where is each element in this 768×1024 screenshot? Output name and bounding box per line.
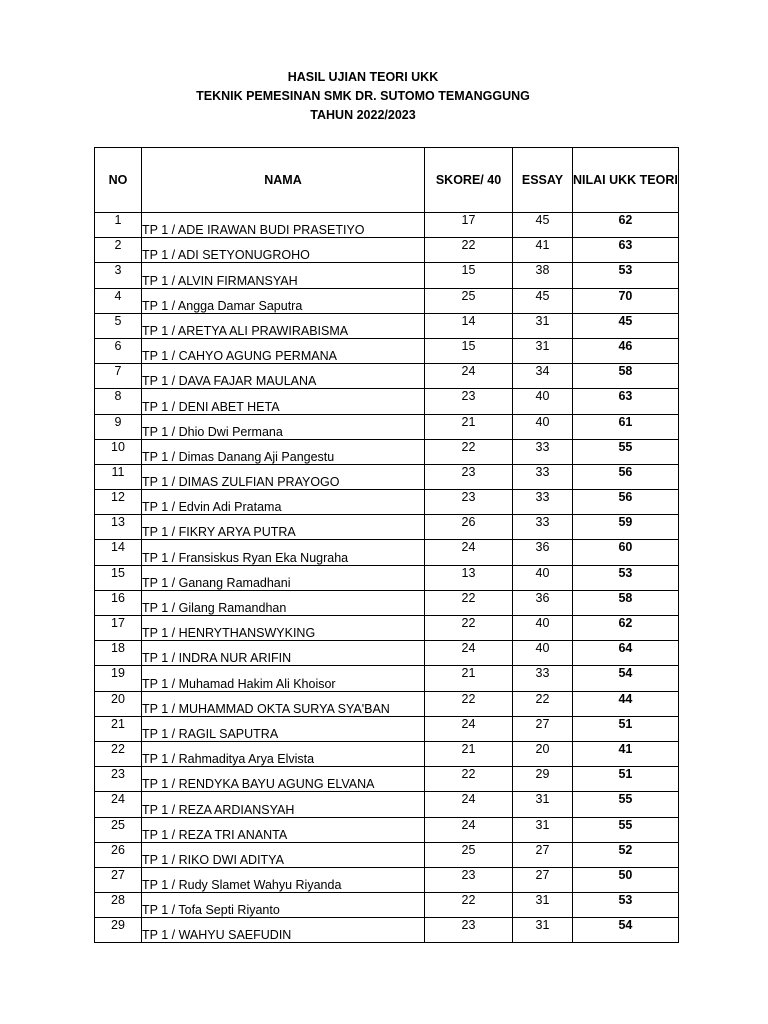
table-row: [95, 767, 679, 792]
student-name: TP 1 / DIMAS ZULFIAN PRAYOGO: [142, 464, 425, 489]
essay-cell: 31: [513, 817, 573, 842]
table-row: [95, 716, 679, 741]
score-cell: 23: [425, 867, 513, 892]
student-name: TP 1 / REZA TRI ANANTA: [142, 817, 425, 842]
essay-cell: 33: [513, 490, 573, 515]
column-header-nama: NAMA: [142, 148, 425, 213]
table-row: [95, 590, 679, 615]
score-cell: 24: [425, 364, 513, 389]
score-cell: 22: [425, 238, 513, 263]
student-name: TP 1 / REZA ARDIANSYAH: [142, 792, 425, 817]
score-cell: 23: [425, 464, 513, 489]
row-number: 2: [95, 238, 142, 263]
row-number: 28: [95, 893, 142, 918]
score-cell: 23: [425, 389, 513, 414]
table-row: [95, 238, 679, 263]
essay-cell: 20: [513, 741, 573, 766]
student-name: TP 1 / FIKRY ARYA PUTRA: [142, 515, 425, 540]
score-cell: 25: [425, 842, 513, 867]
essay-cell: 27: [513, 842, 573, 867]
table-row: [95, 414, 679, 439]
table-row: [95, 867, 679, 892]
final-grade-cell: 63: [573, 389, 679, 414]
student-name: TP 1 / ADI SETYONUGROHO: [142, 238, 425, 263]
score-cell: 22: [425, 590, 513, 615]
final-grade-cell: 55: [573, 439, 679, 464]
table-row: [95, 817, 679, 842]
row-number: 17: [95, 616, 142, 641]
final-grade-cell: 50: [573, 867, 679, 892]
table-row: [95, 666, 679, 691]
final-grade-cell: 44: [573, 691, 679, 716]
column-header-nilai: NILAI UKK TEORI: [573, 148, 679, 213]
student-name: TP 1 / RAGIL SAPUTRA: [142, 716, 425, 741]
row-number: 1: [95, 213, 142, 238]
essay-cell: 27: [513, 867, 573, 892]
table-row: [95, 490, 679, 515]
document-header: [94, 68, 632, 125]
final-grade-cell: 58: [573, 590, 679, 615]
essay-cell: 31: [513, 313, 573, 338]
student-name: TP 1 / RENDYKA BAYU AGUNG ELVANA: [142, 767, 425, 792]
essay-cell: 36: [513, 590, 573, 615]
score-cell: 24: [425, 540, 513, 565]
table-row: [95, 464, 679, 489]
final-grade-cell: 51: [573, 716, 679, 741]
score-cell: 22: [425, 691, 513, 716]
essay-cell: 33: [513, 666, 573, 691]
final-grade-cell: 58: [573, 364, 679, 389]
table-row: [95, 540, 679, 565]
score-cell: 21: [425, 666, 513, 691]
final-grade-cell: 63: [573, 238, 679, 263]
score-cell: 15: [425, 338, 513, 363]
student-name: TP 1 / Dimas Danang Aji Pangestu: [142, 439, 425, 464]
column-header-essay: ESSAY: [513, 148, 573, 213]
row-number: 21: [95, 716, 142, 741]
final-grade-cell: 59: [573, 515, 679, 540]
results-table-body: [95, 213, 679, 943]
essay-cell: 40: [513, 565, 573, 590]
score-cell: 21: [425, 741, 513, 766]
final-grade-cell: 55: [573, 792, 679, 817]
essay-cell: 40: [513, 641, 573, 666]
final-grade-cell: 41: [573, 741, 679, 766]
table-row: [95, 918, 679, 943]
final-grade-cell: 55: [573, 817, 679, 842]
row-number: 18: [95, 641, 142, 666]
final-grade-cell: 45: [573, 313, 679, 338]
table-row: [95, 338, 679, 363]
final-grade-cell: 54: [573, 666, 679, 691]
final-grade-cell: 53: [573, 893, 679, 918]
student-name: TP 1 / Ganang Ramadhani: [142, 565, 425, 590]
student-name: TP 1 / Fransiskus Ryan Eka Nugraha: [142, 540, 425, 565]
student-name: TP 1 / Muhamad Hakim Ali Khoisor: [142, 666, 425, 691]
column-header-no: NO: [95, 148, 142, 213]
final-grade-cell: 64: [573, 641, 679, 666]
table-row: [95, 565, 679, 590]
table-row: [95, 641, 679, 666]
essay-cell: 40: [513, 616, 573, 641]
essay-cell: 41: [513, 238, 573, 263]
final-grade-cell: 56: [573, 464, 679, 489]
score-cell: 14: [425, 313, 513, 338]
student-name: TP 1 / Dhio Dwi Permana: [142, 414, 425, 439]
row-number: 20: [95, 691, 142, 716]
student-name: TP 1 / CAHYO AGUNG PERMANA: [142, 338, 425, 363]
final-grade-cell: 46: [573, 338, 679, 363]
essay-cell: 45: [513, 213, 573, 238]
table-row: [95, 213, 679, 238]
essay-cell: 31: [513, 338, 573, 363]
row-number: 11: [95, 464, 142, 489]
student-name: TP 1 / DENI ABET HETA: [142, 389, 425, 414]
score-cell: 22: [425, 767, 513, 792]
row-number: 3: [95, 263, 142, 288]
essay-cell: 45: [513, 288, 573, 313]
student-name: TP 1 / HENRYTHANSWYKING: [142, 616, 425, 641]
score-cell: 23: [425, 918, 513, 943]
row-number: 29: [95, 918, 142, 943]
score-cell: 25: [425, 288, 513, 313]
student-name: TP 1 / WAHYU SAEFUDIN: [142, 918, 425, 943]
essay-cell: 31: [513, 918, 573, 943]
final-grade-cell: 70: [573, 288, 679, 313]
student-name: TP 1 / DAVA FAJAR MAULANA: [142, 364, 425, 389]
score-cell: 15: [425, 263, 513, 288]
row-number: 4: [95, 288, 142, 313]
score-cell: 23: [425, 490, 513, 515]
final-grade-cell: 62: [573, 616, 679, 641]
score-cell: 24: [425, 641, 513, 666]
final-grade-cell: 51: [573, 767, 679, 792]
table-row: [95, 515, 679, 540]
score-cell: 13: [425, 565, 513, 590]
student-name: TP 1 / ADE IRAWAN BUDI PRASETIYO: [142, 213, 425, 238]
score-cell: 24: [425, 792, 513, 817]
document-year: TAHUN 2022/2023: [310, 108, 416, 122]
final-grade-cell: 53: [573, 565, 679, 590]
student-name: TP 1 / Tofa Septi Riyanto: [142, 893, 425, 918]
table-row: [95, 741, 679, 766]
essay-cell: 36: [513, 540, 573, 565]
document-title: HASIL UJIAN TEORI UKK: [287, 70, 439, 84]
essay-cell: 22: [513, 691, 573, 716]
results-table: [94, 147, 679, 943]
row-number: 13: [95, 515, 142, 540]
row-number: 19: [95, 666, 142, 691]
table-row: [95, 691, 679, 716]
table-row: [95, 288, 679, 313]
essay-cell: 38: [513, 263, 573, 288]
essay-cell: 29: [513, 767, 573, 792]
essay-cell: 33: [513, 515, 573, 540]
score-cell: 21: [425, 414, 513, 439]
document-subtitle: TEKNIK PEMESINAN SMK DR. SUTOMO TEMANGGUNG: [196, 89, 530, 103]
final-grade-cell: 56: [573, 490, 679, 515]
row-number: 24: [95, 792, 142, 817]
row-number: 5: [95, 313, 142, 338]
row-number: 25: [95, 817, 142, 842]
table-row: [95, 616, 679, 641]
table-row: [95, 842, 679, 867]
score-cell: 24: [425, 716, 513, 741]
row-number: 8: [95, 389, 142, 414]
essay-cell: 31: [513, 893, 573, 918]
row-number: 10: [95, 439, 142, 464]
final-grade-cell: 61: [573, 414, 679, 439]
student-name: TP 1 / MUHAMMAD OKTA SURYA SYA'BAN: [142, 691, 425, 716]
essay-cell: 27: [513, 716, 573, 741]
table-row: [95, 263, 679, 288]
student-name: TP 1 / ALVIN FIRMANSYAH: [142, 263, 425, 288]
final-grade-cell: 54: [573, 918, 679, 943]
score-cell: 26: [425, 515, 513, 540]
row-number: 23: [95, 767, 142, 792]
row-number: 26: [95, 842, 142, 867]
essay-cell: 33: [513, 464, 573, 489]
student-name: TP 1 / Rahmaditya Arya Elvista: [142, 741, 425, 766]
final-grade-cell: 62: [573, 213, 679, 238]
header-row: [95, 148, 679, 213]
student-name: TP 1 / Angga Damar Saputra: [142, 288, 425, 313]
final-grade-cell: 60: [573, 540, 679, 565]
essay-cell: 40: [513, 414, 573, 439]
score-cell: 22: [425, 616, 513, 641]
student-name: TP 1 / RIKO DWI ADITYA: [142, 842, 425, 867]
row-number: 15: [95, 565, 142, 590]
score-cell: 17: [425, 213, 513, 238]
row-number: 27: [95, 867, 142, 892]
final-grade-cell: 52: [573, 842, 679, 867]
score-cell: 24: [425, 817, 513, 842]
score-cell: 22: [425, 439, 513, 464]
table-row: [95, 364, 679, 389]
row-number: 16: [95, 590, 142, 615]
student-name: TP 1 / Rudy Slamet Wahyu Riyanda: [142, 867, 425, 892]
column-header-skore: SKORE/ 40: [425, 148, 513, 213]
essay-cell: 40: [513, 389, 573, 414]
row-number: 22: [95, 741, 142, 766]
row-number: 6: [95, 338, 142, 363]
row-number: 7: [95, 364, 142, 389]
student-name: TP 1 / Edvin Adi Pratama: [142, 490, 425, 515]
row-number: 12: [95, 490, 142, 515]
student-name: TP 1 / INDRA NUR ARIFIN: [142, 641, 425, 666]
final-grade-cell: 53: [573, 263, 679, 288]
table-row: [95, 792, 679, 817]
table-row: [95, 389, 679, 414]
row-number: 9: [95, 414, 142, 439]
results-table-header: [95, 148, 679, 213]
essay-cell: 34: [513, 364, 573, 389]
essay-cell: 33: [513, 439, 573, 464]
score-cell: 22: [425, 893, 513, 918]
table-row: [95, 893, 679, 918]
table-row: [95, 439, 679, 464]
table-row: [95, 313, 679, 338]
row-number: 14: [95, 540, 142, 565]
essay-cell: 31: [513, 792, 573, 817]
student-name: TP 1 / ARETYA ALI PRAWIRABISMA: [142, 313, 425, 338]
student-name: TP 1 / Gilang Ramandhan: [142, 590, 425, 615]
